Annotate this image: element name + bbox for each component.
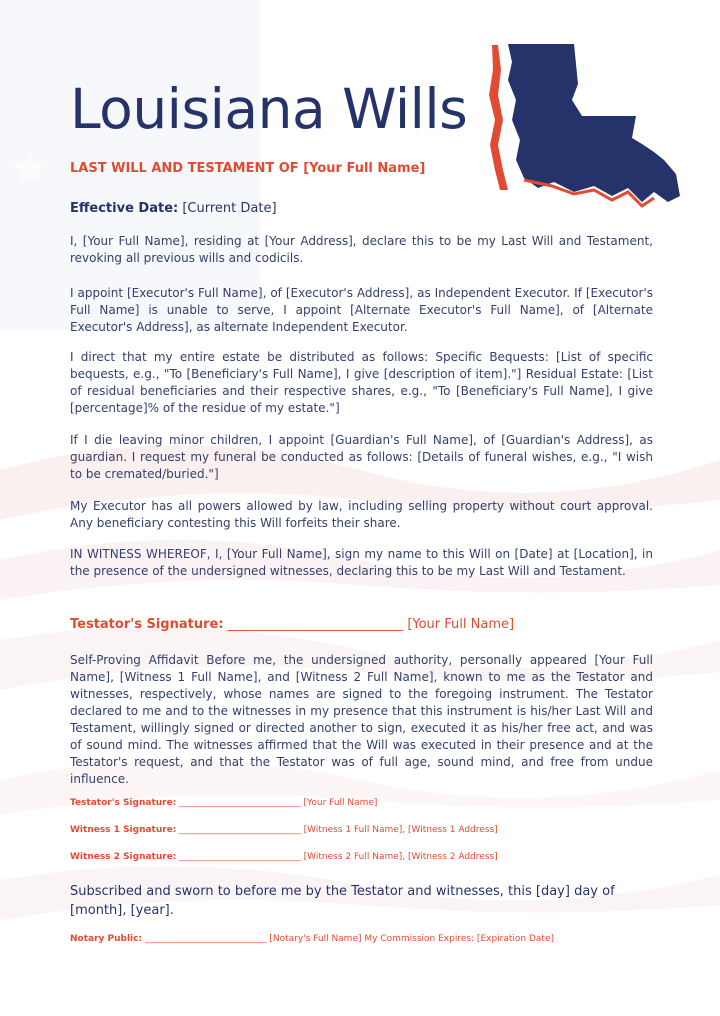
affidavit-testator-signature bbox=[70, 797, 377, 810]
effective-date-value: [Current Date] bbox=[182, 201, 277, 216]
notary-line: ___________________________ bbox=[144, 934, 267, 944]
self-proving-affidavit: Self-Proving Affidavit Before me, the undersigned authority, personally appeared [Your Full Name], [Witness 1 Full Name], and [Witness 2 Full Name], known to me as the Testator and witnesses, respectively, whose names are signed to the foregoing instrument. The Testator declared to me and to the witnesses in my presence that this instrument is his/her Last Will and Testament, willingly signed or directed another to sign, executed it as his/her free act, and was of sound mind. The witnesses affirmed that the Will was executed in their presence and at the Testator's request, and that the Testator was of full age, sound mind, and free from undue influence. bbox=[70, 653, 653, 786]
sworn-statement: Subscribed and sworn to before me by the Testator and witnesses, this [day] day of [month], [year]. bbox=[70, 884, 615, 918]
signature-label: Witness 2 Signature: bbox=[70, 852, 177, 862]
signature-label: Witness 1 Signature: bbox=[70, 825, 177, 835]
notary-label: Notary Public: bbox=[70, 934, 143, 944]
effective-date-label: Effective Date: bbox=[70, 201, 179, 216]
signature-value: [Witness 1 Full Name], [Witness 1 Address] bbox=[303, 825, 498, 835]
witness-1-signature bbox=[70, 824, 498, 837]
signature-value: [Witness 2 Full Name], [Witness 2 Address] bbox=[303, 852, 498, 862]
testator-signature-line: ___________________________ bbox=[227, 617, 404, 632]
testator-signature-name: [Your Full Name] bbox=[407, 617, 515, 632]
signature-label: Testator's Signature: bbox=[70, 798, 177, 808]
testator-signature bbox=[70, 616, 514, 634]
signature-line: ___________________________ bbox=[179, 852, 301, 862]
signature-line: ___________________________ bbox=[179, 825, 301, 835]
notary-signature bbox=[70, 933, 660, 946]
notary-value: [Notary's Full Name] My Commission Expires: [Expiration Date] bbox=[269, 934, 555, 944]
declaration-paragraph: I, [Your Full Name], residing at [Your Address], declare this to be my Last Will and Testament, revoking all previous wills and codicils. bbox=[70, 234, 653, 265]
signature-line: ___________________________ bbox=[179, 798, 301, 808]
bequests-paragraph: I direct that my entire estate be distributed as follows: Specific Bequests: [List of specific bequests, e.g., "To [Beneficiary's Full Name], I give [description of item]."] Residual Estate: [List of residual beneficiaries and their respective shares, e.g., "To [Beneficiary's Full Name], I give [percentage]% of the residue of my estate."] bbox=[70, 350, 653, 415]
testator-signature-label: Testator's Signature: bbox=[70, 617, 224, 632]
executor-paragraph: I appoint [Executor's Full Name], of [Executor's Address], as Independent Executor. If [Executor's Full Name] is unable to serve, I appoint [Alternate Executor's Full Name], of [Alternate Executor's Address], as alternate Independent Executor. bbox=[70, 286, 653, 334]
louisiana-state-icon bbox=[486, 40, 686, 210]
witness-whereof-paragraph: IN WITNESS WHEREOF, I, [Your Full Name], sign my name to this Will on [Date] at [Location], in the presence of the undersigned witnesses, declaring this to be my Last Will and Testament. bbox=[70, 547, 653, 578]
executor-powers-paragraph: My Executor has all powers allowed by law, including selling property without court approval. Any beneficiary contesting this Will forfeits their share. bbox=[70, 499, 653, 530]
witness-2-signature bbox=[70, 851, 498, 864]
will-heading: LAST WILL AND TESTAMENT OF [Your Full Name] bbox=[70, 161, 426, 176]
effective-date bbox=[70, 200, 277, 217]
signature-value: [Your Full Name] bbox=[303, 798, 378, 808]
guardian-paragraph: If I die leaving minor children, I appoint [Guardian's Full Name], of [Guardian's Address], as guardian. I request my funeral be conducted as follows: [Details of funeral wishes, e.g., "I wish to be cremated/buried."] bbox=[70, 433, 653, 481]
page-title: Louisiana Wills bbox=[70, 77, 468, 141]
